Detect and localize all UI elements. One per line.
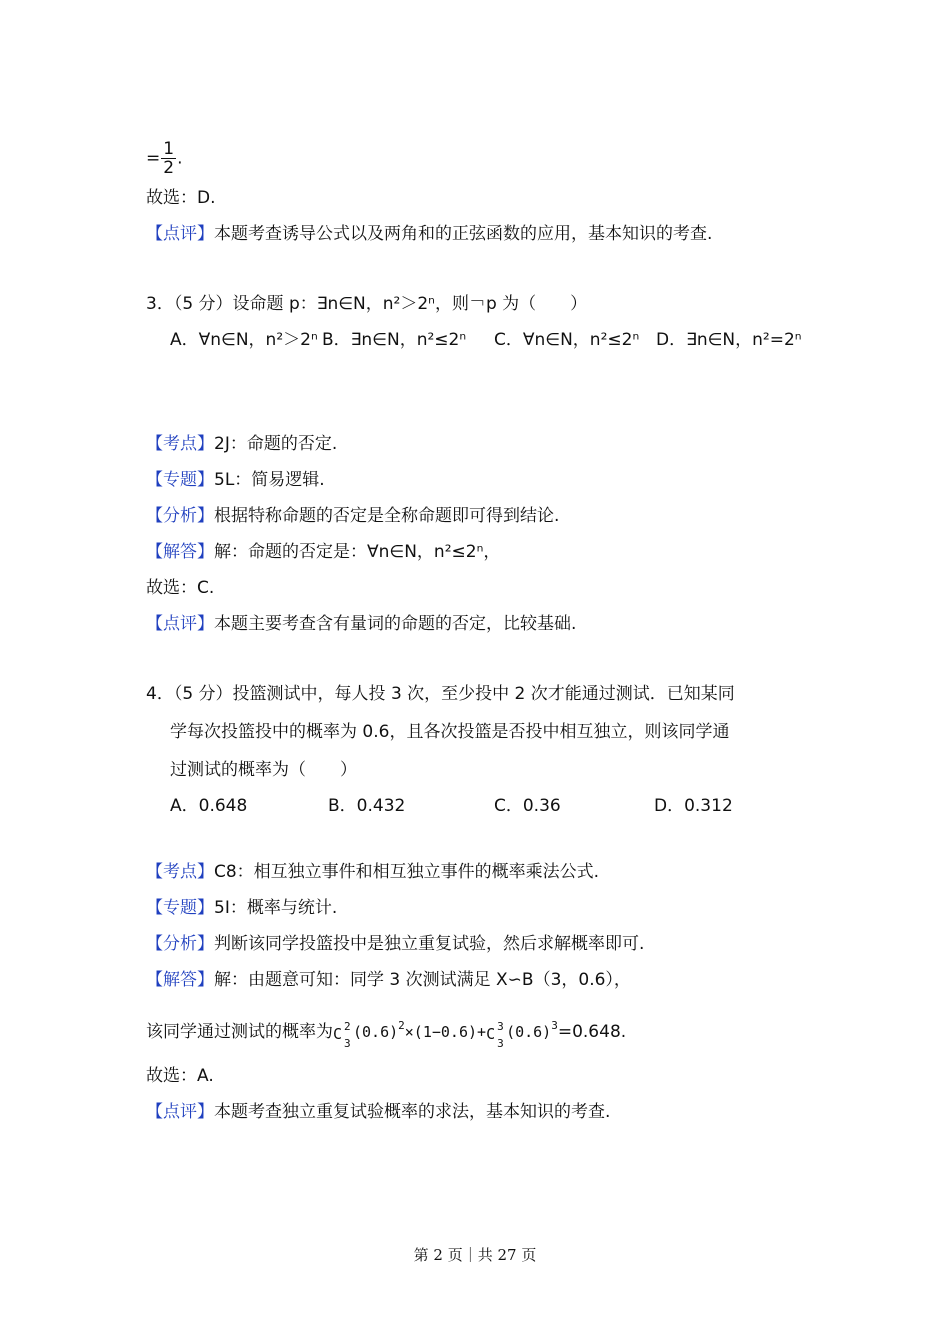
q3-comment-text: 本题主要考查含有量词的命题的否定，比较基础. xyxy=(214,614,577,634)
q2-comment-line xyxy=(146,222,712,246)
q4-comb2-sub: 3 xyxy=(497,1037,504,1050)
q3-kaodian-tag: 【考点】 xyxy=(146,434,214,454)
q4-calc-part3: (0.6) xyxy=(506,1023,552,1041)
q2-result-line xyxy=(146,140,182,177)
q4-kaodian-line xyxy=(146,860,599,884)
q4-stem-line1: 4．（5 分）投篮测试中，每人投 3 次，至少投中 2 次才能通过测试．已知某同 xyxy=(146,684,735,704)
q2-fraction xyxy=(161,140,176,177)
q4-calc-prefix: 该同学通过测试的概率为 xyxy=(146,1022,333,1042)
q3-options xyxy=(170,328,802,352)
q3-option-a: A．∀n∈N，n²＞2ⁿ xyxy=(170,330,318,350)
q4-zhuanti-text: 5I：概率与统计. xyxy=(214,898,338,918)
q4-comb2-letter: C xyxy=(486,1025,496,1043)
page-footer: 第 2 页｜共 27 页 xyxy=(413,1246,537,1264)
q4-comment-tag: 【点评】 xyxy=(146,1102,214,1122)
q3-zhuanti-tag: 【专题】 xyxy=(146,470,214,490)
q4-option-d: D．0.312 xyxy=(654,796,733,816)
q4-options xyxy=(170,794,733,818)
q4-kaodian-tag: 【考点】 xyxy=(146,862,214,882)
q4-comb1-sub: 3 xyxy=(344,1037,351,1050)
q4-option-c: C．0.36 xyxy=(494,796,561,816)
q3-stem: 3．（5 分）设命题 p：∃n∈N，n²＞2ⁿ，则￢p 为（ ） xyxy=(146,294,588,314)
q3-comment-line xyxy=(146,612,576,636)
q2-answer: 故选：D. xyxy=(146,188,216,208)
q4-fenxi-text: 判断该同学投篮投中是独立重复试验，然后求解概率即可. xyxy=(214,934,645,954)
q2-comment-tag: 【点评】 xyxy=(146,224,214,244)
q4-comb-1 xyxy=(333,1020,353,1050)
q4-pow1: 2 xyxy=(398,1019,405,1032)
q3-kaodian-line xyxy=(146,432,337,456)
q3-zhuanti-line xyxy=(146,468,325,492)
q3-option-b: B．∃n∈N，n²≤2ⁿ xyxy=(322,330,467,350)
q4-fenxi-tag: 【分析】 xyxy=(146,934,214,954)
q3-fenxi-tag: 【分析】 xyxy=(146,506,214,526)
q2-eq-prefix: = xyxy=(146,148,161,169)
q4-jieda-line xyxy=(146,968,631,992)
q3-fenxi-text: 根据特称命题的否定是全称命题即可得到结论. xyxy=(214,506,560,526)
q4-comb1-letter: C xyxy=(333,1025,343,1043)
q4-calc-part1: (0.6) xyxy=(353,1023,399,1041)
q2-frac-num: 1 xyxy=(163,139,175,159)
q3-jieda-line xyxy=(146,540,500,564)
q4-zhuanti-tag: 【专题】 xyxy=(146,898,214,918)
q2-eq-suffix: . xyxy=(177,148,183,169)
q2-comment-text: 本题考查诱导公式以及两角和的正弦函数的应用，基本知识的考查. xyxy=(214,224,713,244)
q3-option-c: C．∀n∈N，n²≤2ⁿ xyxy=(494,330,640,350)
q3-answer: 故选：C. xyxy=(146,578,215,598)
q3-comment-tag: 【点评】 xyxy=(146,614,214,634)
q4-zhuanti-line xyxy=(146,896,337,920)
q3-kaodian-text: 2J：命题的否定. xyxy=(214,434,338,454)
q4-fenxi-line xyxy=(146,932,644,956)
q3-fenxi-line xyxy=(146,504,559,528)
q4-kaodian-text: C8：相互独立事件和相互独立事件的概率乘法公式. xyxy=(214,862,600,882)
q4-stem-line3: 过测试的概率为（ ） xyxy=(170,760,357,780)
q4-comment-line xyxy=(146,1100,610,1124)
q3-jieda-text: 解：命题的否定是：∀n∈N，n²≤2ⁿ， xyxy=(214,542,501,562)
q4-comb2-sup: 3 xyxy=(497,1020,504,1033)
q3-option-d: D．∃n∈N，n²=2ⁿ xyxy=(656,330,802,350)
q2-frac-den: 2 xyxy=(163,158,175,178)
q4-calc-result: =0.648. xyxy=(557,1022,627,1042)
q4-option-a: A．0.648 xyxy=(170,796,248,816)
q4-jieda-tag: 【解答】 xyxy=(146,970,214,990)
q4-calc-part2: ×(1−0.6)+ xyxy=(404,1023,487,1041)
q4-calc-line xyxy=(146,1014,627,1050)
q4-jieda-text: 解：由题意可知：同学 3 次测试满足 X∽B（3，0.6）， xyxy=(214,970,631,990)
q3-jieda-tag: 【解答】 xyxy=(146,542,214,562)
q4-stem-line2: 学每次投篮投中的概率为 0.6，且各次投篮是否投中相互独立，则该同学通 xyxy=(170,722,730,742)
q3-zhuanti-text: 5L：简易逻辑. xyxy=(214,470,325,490)
q4-comb-2 xyxy=(486,1020,506,1050)
q4-option-b: B．0.432 xyxy=(328,796,406,816)
q4-comment-text: 本题考查独立重复试验概率的求法，基本知识的考查. xyxy=(214,1102,611,1122)
q4-comb1-sup: 2 xyxy=(344,1020,351,1033)
q4-pow2: 3 xyxy=(551,1019,558,1032)
q4-answer: 故选：A. xyxy=(146,1066,214,1086)
